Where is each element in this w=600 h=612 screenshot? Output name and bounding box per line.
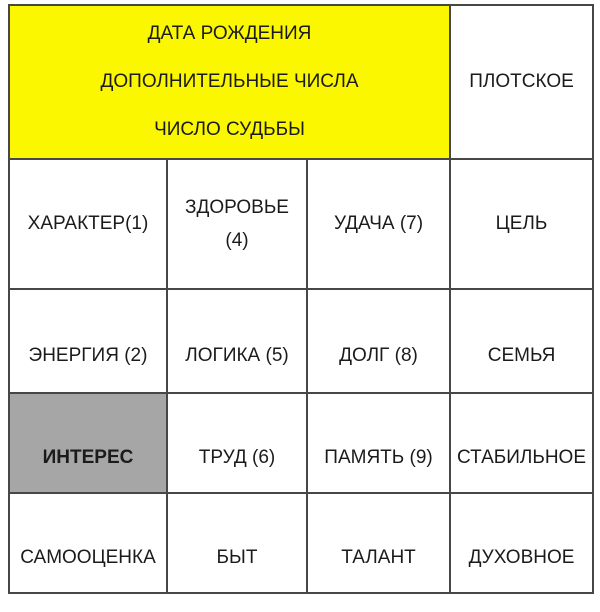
cell-interest xyxy=(9,393,167,493)
psychomatrix-container xyxy=(8,4,592,594)
cell-health xyxy=(167,159,307,289)
cell-memory-label: ПАМЯТЬ (9) xyxy=(324,447,433,468)
destiny-number-label: ЧИСЛО СУДЬБЫ xyxy=(154,119,305,140)
header-row xyxy=(9,5,593,159)
psychomatrix-table xyxy=(8,4,594,594)
additional-numbers-label: ДОПОЛНИТЕЛЬНЫЕ ЧИСЛА xyxy=(100,71,359,92)
cell-family xyxy=(450,289,593,393)
cell-energy xyxy=(9,289,167,393)
cell-luck-label: УДАЧА (7) xyxy=(333,213,424,234)
table-row xyxy=(9,393,593,493)
table-row xyxy=(9,289,593,393)
table-row xyxy=(9,159,593,289)
cell-character-label: ХАРАКТЕР(1) xyxy=(27,213,149,234)
cell-duty xyxy=(307,289,450,393)
cell-luck xyxy=(307,159,450,289)
cell-household xyxy=(167,493,307,593)
birth-data-header-cell xyxy=(9,5,450,159)
cell-health-label: ЗДОРОВЬЕ (4) xyxy=(185,196,289,251)
cell-energy-label: ЭНЕРГИЯ (2) xyxy=(28,345,148,366)
cell-carnal-label: ПЛОТСКОЕ xyxy=(469,71,574,92)
cell-goal-label: ЦЕЛЬ xyxy=(495,213,548,234)
cell-carnal xyxy=(450,5,593,159)
cell-memory xyxy=(307,393,450,493)
cell-spiritual xyxy=(450,493,593,593)
cell-character xyxy=(9,159,167,289)
cell-spiritual-label: ДУХОВНОЕ xyxy=(468,547,575,568)
cell-self-esteem-label: САМООЦЕНКА xyxy=(20,547,156,568)
cell-stable xyxy=(450,393,593,493)
cell-work xyxy=(167,393,307,493)
cell-goal xyxy=(450,159,593,289)
cell-duty-label: ДОЛГ (8) xyxy=(339,345,418,366)
cell-work-label: ТРУД (6) xyxy=(198,447,276,468)
cell-self-esteem xyxy=(9,493,167,593)
cell-stable-label: СТАБИЛЬНОЕ xyxy=(457,447,586,468)
table-row xyxy=(9,493,593,593)
birth-date-label: ДАТА РОЖДЕНИЯ xyxy=(147,23,312,44)
cell-interest-label: ИНТЕРЕС xyxy=(42,447,134,468)
cell-logic-label: ЛОГИКА (5) xyxy=(185,345,289,366)
cell-family-label: СЕМЬЯ xyxy=(487,345,556,366)
cell-logic xyxy=(167,289,307,393)
cell-household-label: БЫТ xyxy=(216,547,258,568)
cell-talent-label: ТАЛАНТ xyxy=(341,547,416,568)
cell-talent xyxy=(307,493,450,593)
